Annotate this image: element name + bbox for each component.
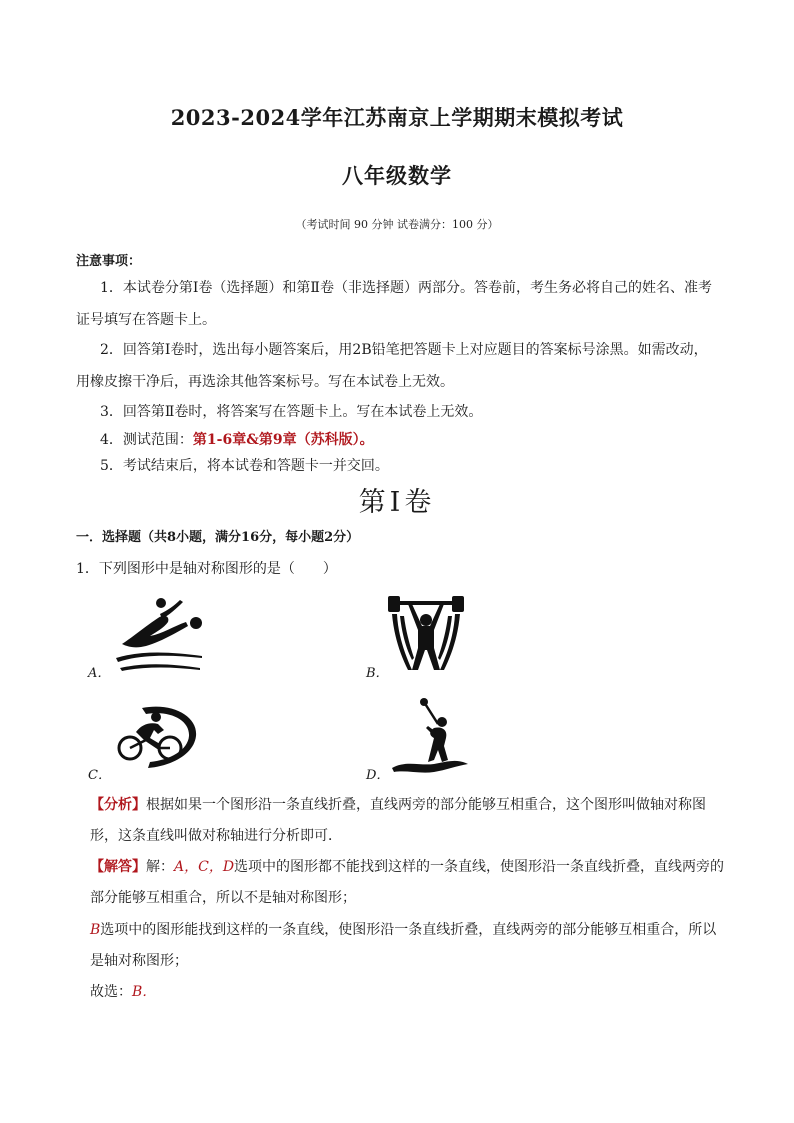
option-a-label: A． — [88, 666, 111, 681]
analysis-jieda — [90, 852, 730, 914]
fenxi-tag: 【分析】 — [90, 797, 146, 813]
analysis-b — [90, 915, 730, 977]
golfer-icon — [390, 696, 470, 778]
weightlifter-icon — [386, 594, 466, 674]
volume-title: 第Ⅰ卷 — [358, 487, 436, 518]
exam-title: 2023-2024学年江苏南京上学期期末模拟考试 — [170, 105, 624, 130]
cyclist-icon — [112, 704, 200, 774]
option-c-label: C． — [88, 768, 111, 783]
note-item-4-scope: 第1-6章&第9章（苏科版）。 — [192, 432, 374, 448]
b-var: B — [90, 922, 101, 938]
note-item-5-text: 5．考试结束后，将本试卷和答题卡一并交回。 — [100, 458, 389, 474]
note-item-2-text: 2．回答第Ⅰ卷时，选出每小题答案后，用2B铅笔把答题卡上对应题目的答案标号涂黑。如需改动，用橡皮擦干净后，再选涂其他答案标号。写在本试卷上无效。 — [76, 342, 708, 390]
option-d-label: D． — [366, 768, 390, 783]
jieda-text: 选项中的图形都不能找到这样的一条直线，使图形沿一条直线折叠，直线两旁的部分能够互相重合，所以不是轴对称图形； — [90, 859, 725, 906]
section-heading: 一．选择题（共8小题，满分16分，每小题2分） — [76, 530, 360, 545]
note-item-5 — [76, 450, 721, 482]
analysis-fenxi — [90, 790, 730, 852]
note-item-2 — [76, 334, 721, 398]
jieda-tag: 【解答】 — [90, 859, 146, 875]
note-item-1-text: 1．本试卷分第Ⅰ卷（选择题）和第Ⅱ卷（非选择题）两部分。答卷前，考生务必将自己的姓名、准考证号填写在答题卡上。 — [76, 280, 712, 328]
option-b-label: B． — [366, 666, 389, 681]
jieda-prefix: 解： — [146, 859, 174, 875]
answer-prefix: 故选： — [90, 984, 132, 1000]
b-text: 选项中的图形能找到这样的一条直线，使图形沿一条直线折叠，直线两旁的部分能够互相重合，所以是轴对称图形； — [90, 922, 717, 969]
note-item-1 — [76, 272, 721, 336]
answer-value: B． — [132, 984, 157, 1000]
exam-info: （考试时间 90 分钟 试卷满分：100 分） — [295, 218, 499, 231]
exam-subtitle: 八年级数学 — [342, 163, 452, 188]
fenxi-text: 根据如果一个图形沿一条直线折叠，直线两旁的部分能够互相重合，这个图形叫做轴对称图形，这条直线叫做对称轴进行分析即可． — [90, 797, 706, 844]
notes-heading: 注意事项： — [76, 254, 142, 269]
analysis-answer — [90, 977, 730, 1008]
note-item-3-text: 3．回答第Ⅱ卷时，将答案写在答题卡上。写在本试卷上无效。 — [100, 404, 483, 420]
note-item-4-prefix: 4．测试范围： — [100, 432, 193, 448]
question-stem: 1．下列图形中是轴对称图形的是（ ） — [76, 561, 337, 577]
jieda-vars: A，C，D — [174, 859, 235, 875]
volleyball-icon — [112, 596, 208, 672]
